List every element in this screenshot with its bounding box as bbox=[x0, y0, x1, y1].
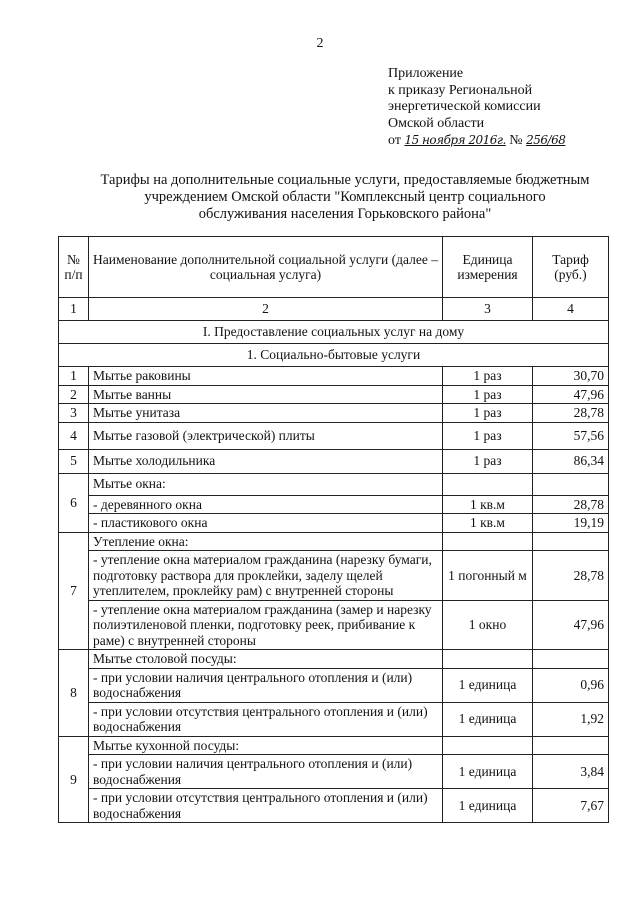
row-num: 7 bbox=[59, 532, 89, 650]
row-num: 3 bbox=[59, 404, 89, 423]
table-row bbox=[59, 449, 609, 473]
row-unit: 1 погонный м bbox=[443, 551, 533, 601]
row-unit: 1 раз bbox=[443, 422, 533, 449]
appendix-line: Приложение bbox=[388, 66, 464, 81]
row-tariff: 30,70 bbox=[533, 367, 609, 386]
empty-cell bbox=[443, 473, 533, 495]
row-unit: 1 раз bbox=[443, 404, 533, 423]
page-number: 2 bbox=[316, 36, 324, 51]
row-name: Мытье раковины bbox=[89, 367, 443, 386]
row-unit: 1 раз bbox=[443, 367, 533, 386]
handwritten-number: 256/68 bbox=[526, 133, 566, 147]
row-name: - утепление окна материалом гражданина (нарезку бумаги, подготовку раствора для проклейки, заделу щелей утеплителем, проклейку рам) с внутренней стороны bbox=[89, 551, 443, 601]
group-title-row bbox=[59, 532, 609, 551]
row-num: 6 bbox=[59, 473, 89, 532]
row-tariff: 1,92 bbox=[533, 702, 609, 736]
row-unit: 1 раз bbox=[443, 385, 533, 404]
header-unit: Единица измерения bbox=[443, 237, 533, 298]
group-title: Мытье столовой посуды: bbox=[89, 650, 443, 669]
row-name: Мытье унитаза bbox=[89, 404, 443, 423]
header-num: № п/п bbox=[59, 237, 89, 298]
row-name: - при условии наличия центрального отопления и (или) водоснабжения bbox=[89, 755, 443, 789]
row-unit: 1 раз bbox=[443, 449, 533, 473]
empty-cell bbox=[443, 532, 533, 551]
column-index-row bbox=[59, 298, 609, 321]
index-cell: 1 bbox=[59, 298, 89, 321]
table-row bbox=[59, 600, 609, 650]
empty-cell bbox=[533, 736, 609, 755]
row-tariff: 3,84 bbox=[533, 755, 609, 789]
table-row bbox=[59, 702, 609, 736]
row-unit: 1 единица bbox=[443, 755, 533, 789]
appendix-block bbox=[388, 66, 565, 150]
row-name: - утепление окна материалом гражданина (замер и нарезку полиэтиленовой пленки, подготовку реек, прибивание к раме) с внутренней стороны bbox=[89, 600, 443, 650]
header-name: Наименование дополнительной социальной услуги (далее – социальная услуга) bbox=[89, 237, 443, 298]
row-num: 9 bbox=[59, 736, 89, 823]
table-row bbox=[59, 789, 609, 823]
empty-cell bbox=[533, 650, 609, 669]
row-unit: 1 единица bbox=[443, 789, 533, 823]
row-name: - при условии отсутствия центрального отопления и (или) водоснабжения bbox=[89, 702, 443, 736]
subsection-title: 1. Социально-бытовые услуги bbox=[59, 344, 609, 367]
row-num: 5 bbox=[59, 449, 89, 473]
table-row bbox=[59, 668, 609, 702]
row-unit: 1 единица bbox=[443, 702, 533, 736]
row-num: 4 bbox=[59, 422, 89, 449]
table-row bbox=[59, 495, 609, 514]
table-row bbox=[59, 422, 609, 449]
row-tariff: 28,78 bbox=[533, 551, 609, 601]
appendix-line: к приказу Региональной bbox=[388, 82, 533, 98]
row-tariff: 0,96 bbox=[533, 668, 609, 702]
number-label: № bbox=[509, 133, 523, 148]
row-tariff: 28,78 bbox=[533, 495, 609, 514]
table-header-row bbox=[59, 237, 609, 298]
section-row bbox=[59, 321, 609, 344]
handwritten-date: 15 ноября 2016г. bbox=[404, 133, 506, 147]
row-tariff: 86,34 bbox=[533, 449, 609, 473]
section-title: I. Предоставление социальных услуг на дому bbox=[59, 321, 609, 344]
row-tariff: 47,96 bbox=[533, 600, 609, 650]
row-name: - пластикового окна bbox=[89, 514, 443, 533]
document-title bbox=[70, 172, 620, 223]
group-title: Утепление окна: bbox=[89, 532, 443, 551]
group-title-row bbox=[59, 736, 609, 755]
row-tariff: 57,56 bbox=[533, 422, 609, 449]
table-row bbox=[59, 755, 609, 789]
row-name: Мытье холодильника bbox=[89, 449, 443, 473]
row-tariff: 28,78 bbox=[533, 404, 609, 423]
row-tariff: 7,67 bbox=[533, 789, 609, 823]
empty-cell bbox=[533, 473, 609, 495]
subsection-row bbox=[59, 344, 609, 367]
row-name: - при условии наличия центрального отопления и (или) водоснабжения bbox=[89, 668, 443, 702]
tariff-table bbox=[58, 236, 609, 823]
row-name: Мытье ванны bbox=[89, 385, 443, 404]
empty-cell bbox=[533, 532, 609, 551]
row-tariff: 19,19 bbox=[533, 514, 609, 533]
title-line: обслуживания населения Горьковского района" bbox=[198, 206, 492, 222]
table-row bbox=[59, 404, 609, 423]
row-name: Мытье газовой (электрической) плиты bbox=[89, 422, 443, 449]
index-cell: 4 bbox=[533, 298, 609, 321]
row-unit: 1 кв.м bbox=[443, 514, 533, 533]
empty-cell bbox=[443, 650, 533, 669]
title-line: учреждением Омской области "Комплексный центр социального bbox=[144, 189, 546, 205]
index-cell: 2 bbox=[89, 298, 443, 321]
row-num: 2 bbox=[59, 385, 89, 404]
appendix-line: энергетической комиссии bbox=[388, 99, 541, 114]
header-tariff: Тариф (руб.) bbox=[533, 237, 609, 298]
empty-cell bbox=[443, 736, 533, 755]
row-unit: 1 единица bbox=[443, 668, 533, 702]
table-row bbox=[59, 514, 609, 533]
appendix-line: Омской области bbox=[388, 115, 485, 131]
row-name: - при условии отсутствия центрального отопления и (или) водоснабжения bbox=[89, 789, 443, 823]
row-num: 1 bbox=[59, 367, 89, 386]
title-line: Тарифы на дополнительные социальные услуги, предоставляемые бюджетным bbox=[100, 172, 590, 188]
table-row bbox=[59, 551, 609, 601]
date-prefix: от bbox=[388, 133, 401, 148]
row-tariff: 47,96 bbox=[533, 385, 609, 404]
appendix-date-line bbox=[388, 132, 565, 150]
group-title: Мытье окна: bbox=[89, 473, 443, 495]
row-num: 8 bbox=[59, 650, 89, 737]
row-unit: 1 окно bbox=[443, 600, 533, 650]
row-name: - деревянного окна bbox=[89, 495, 443, 514]
group-title-row bbox=[59, 650, 609, 669]
table-row bbox=[59, 385, 609, 404]
group-title-row bbox=[59, 473, 609, 495]
row-unit: 1 кв.м bbox=[443, 495, 533, 514]
index-cell: 3 bbox=[443, 298, 533, 321]
table-row bbox=[59, 367, 609, 386]
group-title: Мытье кухонной посуды: bbox=[89, 736, 443, 755]
